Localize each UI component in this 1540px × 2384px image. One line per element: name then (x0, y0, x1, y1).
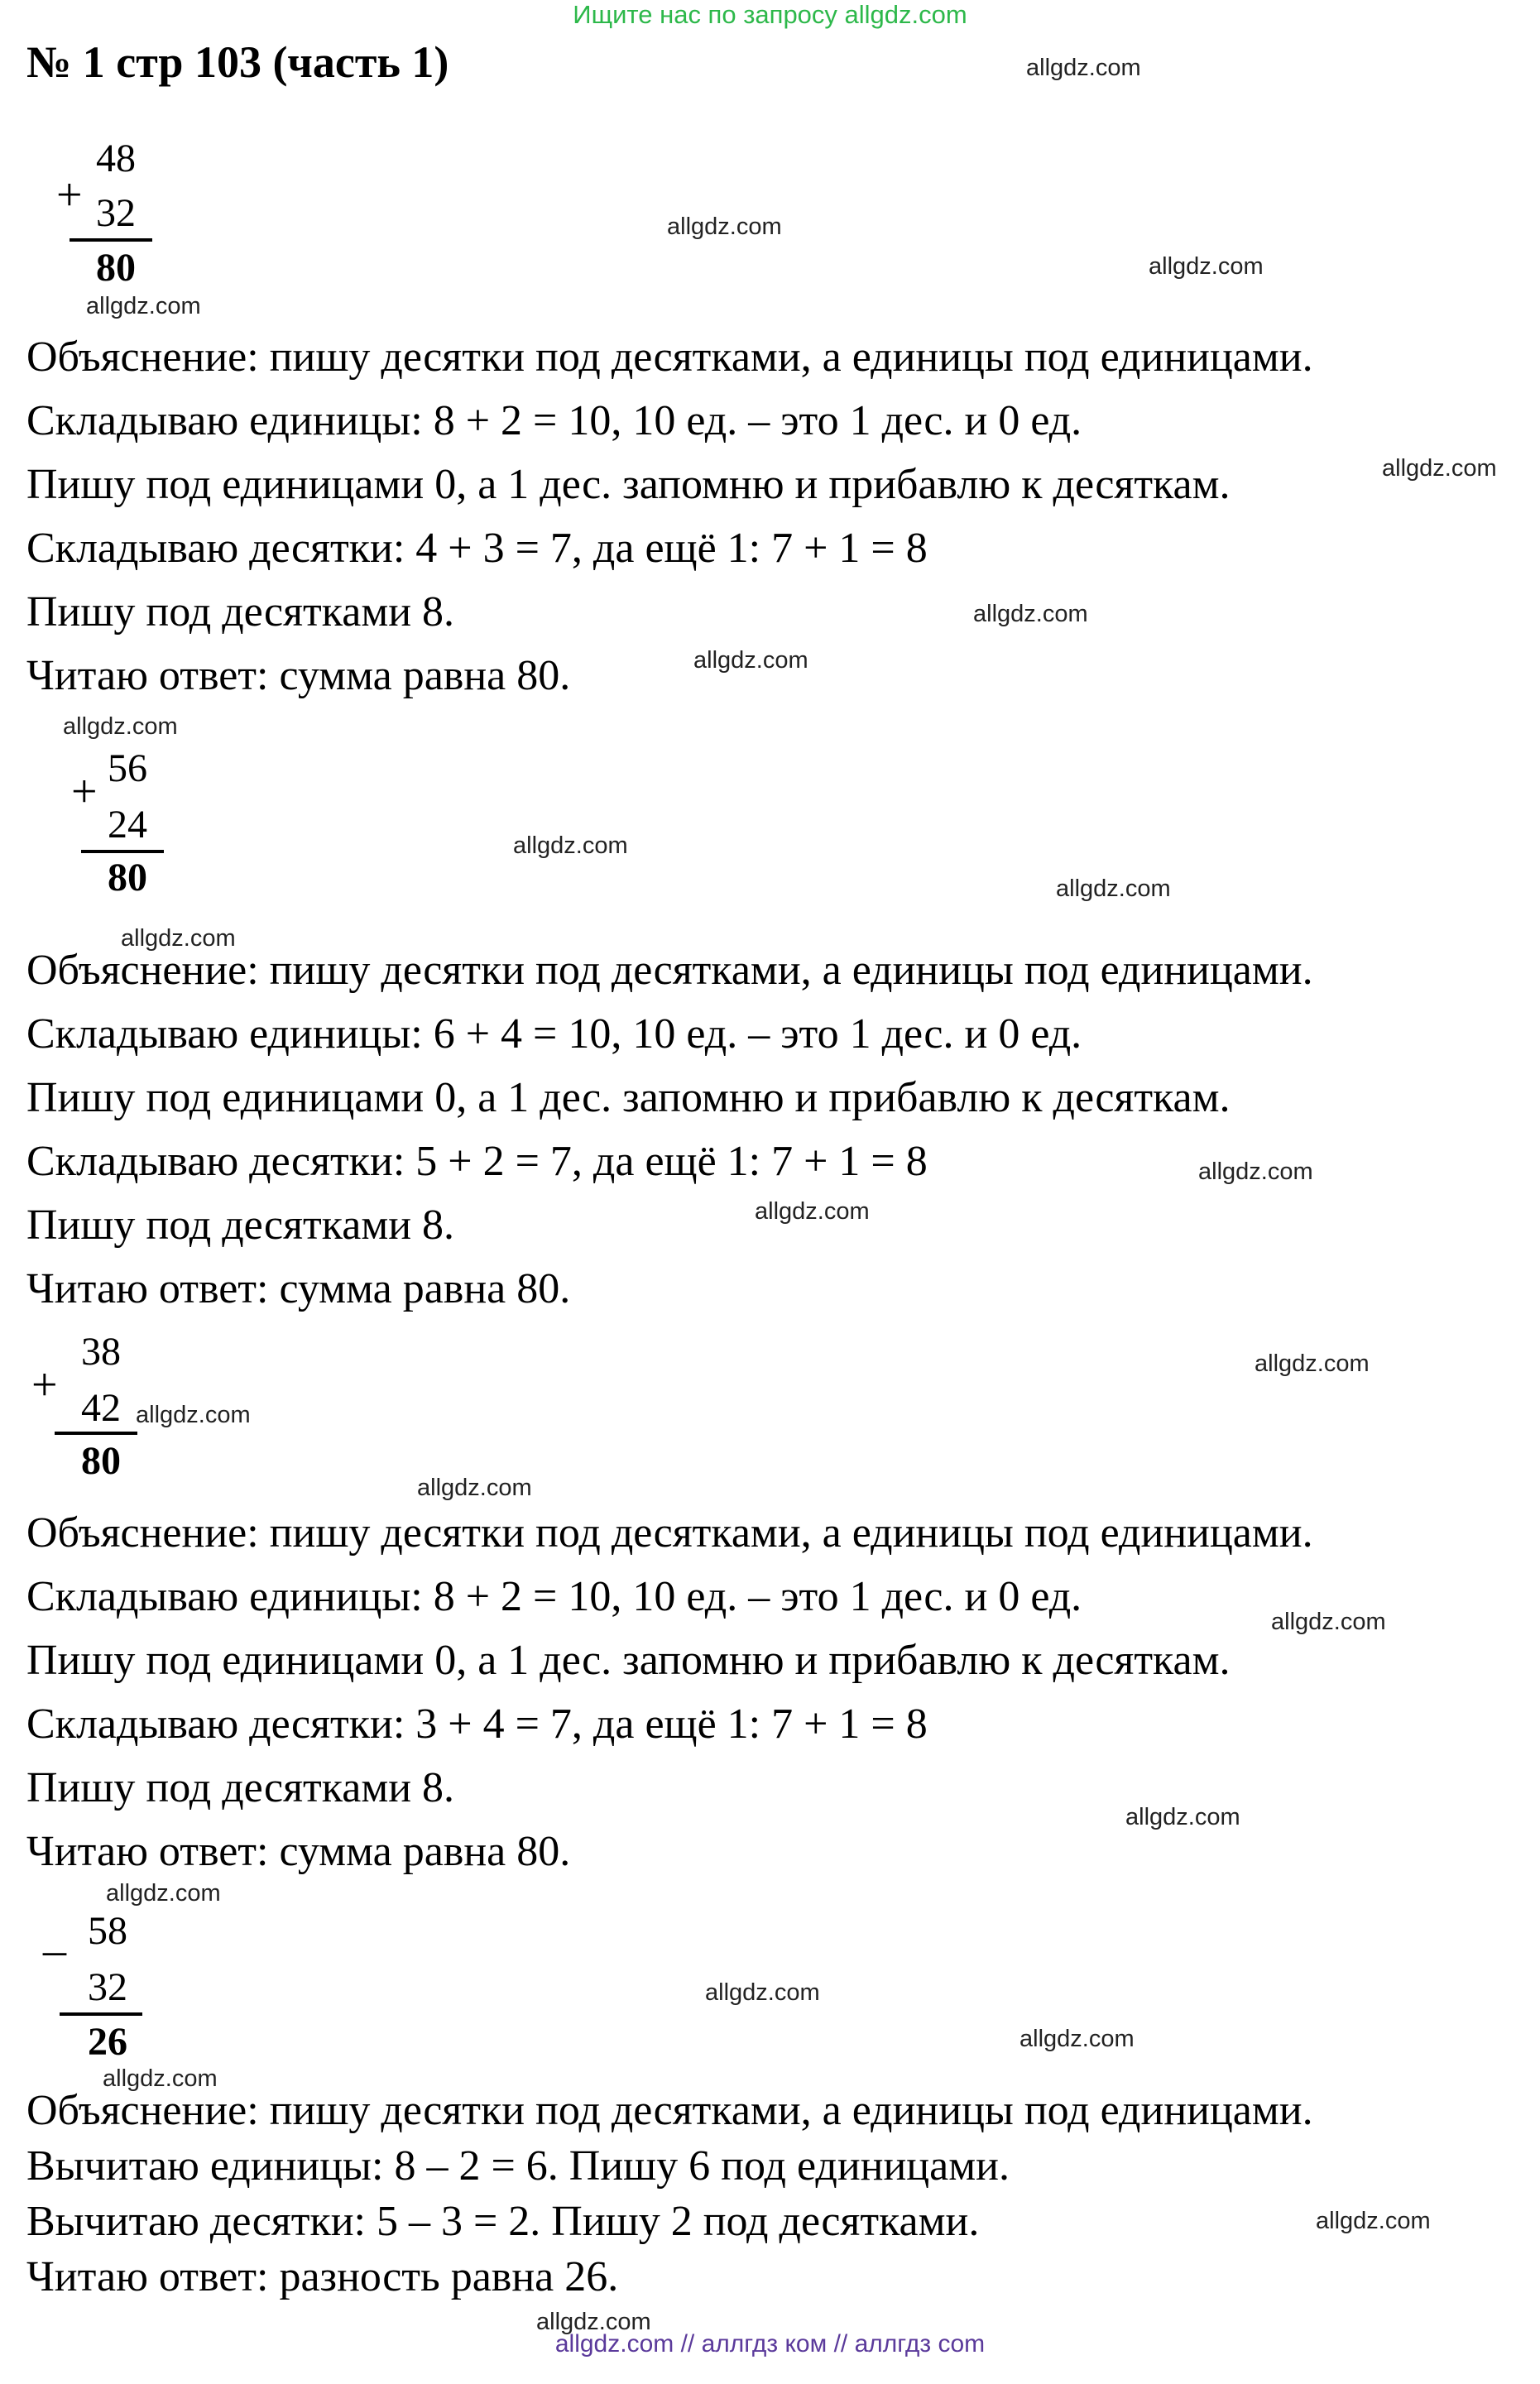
watermark: allgdz.com (536, 2309, 651, 2335)
footer-links[interactable]: allgdz.com // аллгдз ком // аллгдз com (554, 2330, 986, 2358)
explanation-line: Пишу под десятками 8. (26, 588, 455, 636)
watermark: allgdz.com (693, 647, 808, 674)
watermark: allgdz.com (1271, 1609, 1386, 1635)
watermark: allgdz.com (136, 1402, 251, 1428)
watermark: allgdz.com (103, 2065, 218, 2092)
explanation-line: Складываю десятки: 3 + 4 = 7, да ещё 1: 7 + 1 = 8 (26, 1700, 928, 1748)
plus-sign: + (56, 170, 83, 221)
watermark: allgdz.com (1026, 55, 1141, 81)
watermark: allgdz.com (1382, 455, 1497, 482)
sum-line (55, 1432, 137, 1435)
result-number: 26 (88, 2020, 127, 2064)
watermark: allgdz.com (1316, 2208, 1431, 2234)
watermark: allgdz.com (973, 601, 1088, 627)
explanation-line: Складываю единицы: 8 + 2 = 10, 10 ед. – это 1 дес. и 0 ед. (26, 397, 1082, 444)
column-calculation-2 (65, 746, 180, 906)
explanation-line: Вычитаю десятки: 5 – 3 = 2. Пишу 2 под десятками. (26, 2198, 980, 2245)
explanation-line: Пишу под десятками 8. (26, 1202, 455, 1249)
top-banner[interactable]: Ищите нас по запросу allgdz.com (573, 0, 967, 29)
column-calculation-3 (26, 1332, 151, 1489)
top-number: 58 (88, 1909, 127, 1953)
watermark: allgdz.com (1198, 1158, 1313, 1185)
column-calculation-4 (40, 1909, 156, 2069)
explanation-line: Читаю ответ: сумма равна 80. (26, 652, 571, 699)
watermark: allgdz.com (1149, 253, 1264, 280)
bottom-number: 42 (81, 1386, 121, 1430)
bottom-number: 32 (88, 1965, 127, 2009)
explanation-line: Пишу под единицами 0, а 1 дес. запомню и прибавлю к десяткам. (26, 1637, 1231, 1684)
explanation-line: Вычитаю единицы: 8 – 2 = 6. Пишу 6 под единицами. (26, 2142, 1010, 2190)
watermark: allgdz.com (1255, 1350, 1370, 1377)
sum-line (70, 238, 152, 242)
watermark: allgdz.com (63, 713, 178, 740)
explanation-line: Объяснение: пишу десятки под десятками, а единицы под единицами. (26, 333, 1313, 381)
explanation-line: Пишу под единицами 0, а 1 дес. запомню и прибавлю к десяткам. (26, 1074, 1231, 1121)
explanation-line: Пишу под единицами 0, а 1 дес. запомню и прибавлю к десяткам. (26, 461, 1231, 508)
bottom-number: 24 (108, 803, 147, 847)
page-title: № 1 стр 103 (часть 1) (26, 37, 449, 87)
explanation-line: Читаю ответ: сумма равна 80. (26, 1828, 571, 1875)
watermark: allgdz.com (755, 1198, 870, 1225)
top-number: 56 (108, 746, 147, 790)
explanation-line: Складываю единицы: 6 + 4 = 10, 10 ед. – это 1 дес. и 0 ед. (26, 1010, 1082, 1058)
watermark: allgdz.com (1125, 1804, 1240, 1830)
bottom-number: 32 (96, 191, 136, 235)
explanation-line: Объяснение: пишу десятки под десятками, а единицы под единицами. (26, 2087, 1313, 2134)
watermark: allgdz.com (417, 1475, 532, 1501)
explanation-line: Складываю десятки: 4 + 3 = 7, да ещё 1: 7 + 1 = 8 (26, 525, 928, 572)
explanation-line: Читаю ответ: сумма равна 80. (26, 1265, 571, 1312)
explanation-line: Пишу под десятками 8. (26, 1764, 455, 1811)
sum-line (81, 850, 164, 853)
watermark: allgdz.com (106, 1880, 221, 1907)
explanation-line: Объяснение: пишу десятки под десятками, а единицы под единицами. (26, 1509, 1313, 1557)
top-number: 48 (96, 137, 136, 180)
result-number: 80 (81, 1439, 121, 1483)
explanation-line: Объяснение: пишу десятки под десятками, а единицы под единицами. (26, 947, 1313, 994)
watermark: allgdz.com (1019, 2026, 1135, 2052)
plus-sign: + (71, 766, 98, 818)
minus-sign: _ (43, 1909, 66, 1960)
top-number: 38 (81, 1330, 121, 1374)
column-calculation-1 (50, 139, 166, 296)
difference-line (60, 2012, 142, 2016)
watermark: allgdz.com (705, 1979, 820, 2006)
watermark: allgdz.com (1056, 875, 1171, 902)
watermark: allgdz.com (667, 213, 782, 240)
watermark: allgdz.com (86, 293, 201, 319)
explanation-line: Читаю ответ: разность равна 26. (26, 2253, 619, 2300)
explanation-line: Складываю единицы: 8 + 2 = 10, 10 ед. – это 1 дес. и 0 ед. (26, 1573, 1082, 1620)
explanation-line: Складываю десятки: 5 + 2 = 7, да ещё 1: 7 + 1 = 8 (26, 1138, 928, 1185)
result-number: 80 (96, 246, 136, 290)
plus-sign: + (31, 1360, 58, 1411)
watermark: allgdz.com (513, 832, 628, 859)
watermark: allgdz.com (121, 925, 236, 952)
result-number: 80 (108, 856, 147, 899)
